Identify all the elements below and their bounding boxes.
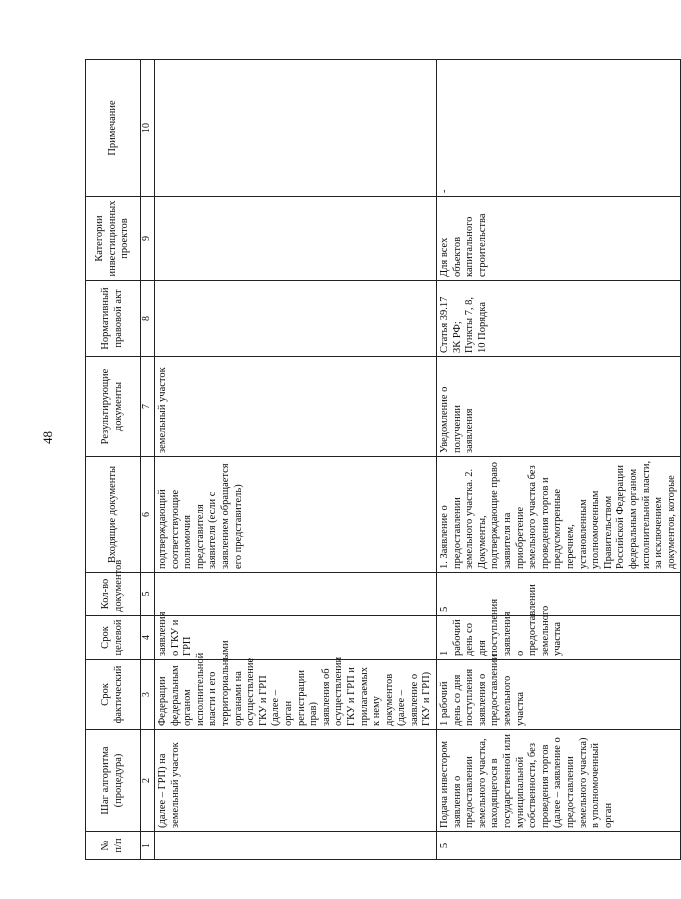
page-number: 48 (40, 431, 55, 444)
legal-act-cell (155, 281, 437, 357)
header-doc-count: Кол-во документов (86, 573, 141, 616)
column-number: 9 (141, 197, 155, 281)
algorithm-table-sheet (85, 60, 677, 860)
header-legal-act: Нормативный правовой акт (86, 281, 141, 357)
row-number (155, 832, 437, 860)
doc-count-cell: 5 (437, 573, 681, 616)
fact-term-cell: Федерации федеральным органом исполнительной власти и его территориальными органами на осуществление ГКУ и ГРП (далее – орган регистрации прав) заявления об осуществлении ГКУ и ГРП и прилагаемых к нему документов (далее – заявление о ГКУ и ГРП) (155, 660, 437, 730)
header-note: Примечание (86, 60, 141, 197)
header-categories: Категории инвестиционных проектов (86, 197, 141, 281)
column-number: 6 (141, 457, 155, 573)
header-row (86, 60, 141, 860)
category-cell (155, 197, 437, 281)
column-number: 3 (141, 660, 155, 730)
result-docs-cell: земельный участок (155, 357, 437, 457)
note-cell: - (437, 60, 681, 197)
table-row (437, 60, 681, 860)
incoming-docs-cell: подтверждающий соответствующие полномочия представителя заявителя (если с заявлением обращается его представитель) (155, 457, 437, 573)
header-target-term: Срок целевой (86, 616, 141, 660)
table-row (155, 60, 437, 860)
algorithm-table (85, 59, 681, 860)
header-fact-term: Срок фактический (86, 660, 141, 730)
note-cell (155, 60, 437, 197)
step-cell: Подача инвестором заявления о предоставлении земельного участка, находящегося в государственной или муниципальной собственности, без проведения торгов (далее – заявление о предоставлении земельного участка) в уполномоченный орган (437, 730, 681, 832)
header-incoming-docs: Входящие документы (86, 457, 141, 573)
column-number: 8 (141, 281, 155, 357)
incoming-docs-cell: 1. Заявление о предоставлении земельного участка. 2. Документы, подтверждающие право заявителя на приобретение земельного участка без проведения торгов и предусмотренные перечнем, установленным уполномоченным Правительством Российской Федерации федеральным органом исполнительной власти, за исключением документов, которые (437, 457, 681, 573)
doc-count-cell (155, 573, 437, 616)
column-number: 1 (141, 832, 155, 860)
category-cell: Для всех объектов капитального строительства (437, 197, 681, 281)
target-term-cell: заявления о ГКУ и ГРП (155, 616, 437, 660)
header-step: Шаг алгоритма (процедура) (86, 730, 141, 832)
column-number: 10 (141, 60, 155, 197)
fact-term-cell: 1 рабочий день со дня поступления заявления о предоставлении земельного участка (437, 660, 681, 730)
header-result-docs: Результирующие документы (86, 357, 141, 457)
result-docs-cell: Уведомление о получении заявления (437, 357, 681, 457)
column-number: 2 (141, 730, 155, 832)
row-number: 5 (437, 832, 681, 860)
column-number: 4 (141, 616, 155, 660)
header-number: № п/п (86, 832, 141, 860)
column-number-row (141, 60, 155, 860)
legal-act-cell: Статья 39.17 ЗК РФ; Пункты 7, 8, 10 Порядка (437, 281, 681, 357)
column-number: 5 (141, 573, 155, 616)
target-term-cell: 1 рабочий день со дня поступления заявления о предоставлении земельного участка (437, 616, 681, 660)
step-cell: (далее – ГРП) на земельный участок (155, 730, 437, 832)
column-number: 7 (141, 357, 155, 457)
